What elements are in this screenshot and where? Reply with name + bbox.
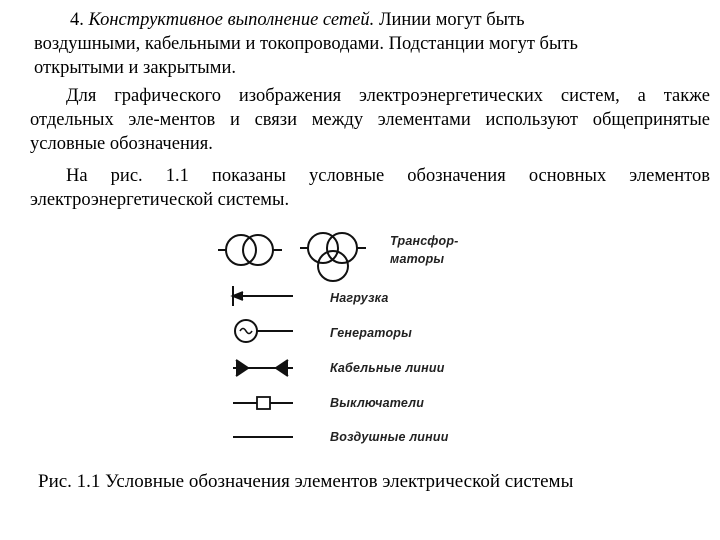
legend-generators: Генераторы — [330, 326, 412, 340]
paragraph-line: открытыми и закрытыми. — [34, 58, 236, 78]
paragraph-construction — [34, 8, 694, 80]
figure-caption: Рис. 1.1 Условные обозначения элементов электрической системы — [38, 471, 574, 492]
legend-label: маторы — [390, 252, 445, 266]
paragraph-line: воздушными, кабельными и токопроводами. Подстанции могут быть — [34, 34, 578, 54]
legend-transformers — [390, 232, 480, 268]
item-text: Линии могут быть — [374, 10, 525, 30]
transformer-three-winding-symbol — [300, 233, 366, 281]
legend-switches: Выключатели — [330, 396, 425, 410]
cable-line-symbol — [233, 360, 293, 376]
legend-label: Трансфор- — [390, 234, 459, 248]
legend-overhead-lines: Воздушные линии — [330, 430, 449, 444]
legend-load: Нагрузка — [330, 291, 389, 305]
generator-symbol — [235, 320, 293, 342]
paragraph-figure-ref: На рис. 1.1 показаны условные обозначения основных элементов электроэнергетической системы. — [30, 166, 710, 210]
paragraph-line — [34, 8, 694, 32]
transformer-two-winding-symbol — [218, 235, 282, 265]
load-symbol — [233, 286, 293, 306]
paragraph-symbols: Для графического изображения электроэнергетических систем, а также отдельных эле-ментов и связи между элементами используют общепринятые условные обозначения. — [30, 86, 710, 154]
item-number: 4. — [70, 10, 84, 30]
switch-symbol — [233, 397, 293, 409]
item-title: Конструктивное выполнение сетей. — [88, 10, 375, 30]
legend-cable-lines: Кабельные линии — [330, 361, 445, 375]
